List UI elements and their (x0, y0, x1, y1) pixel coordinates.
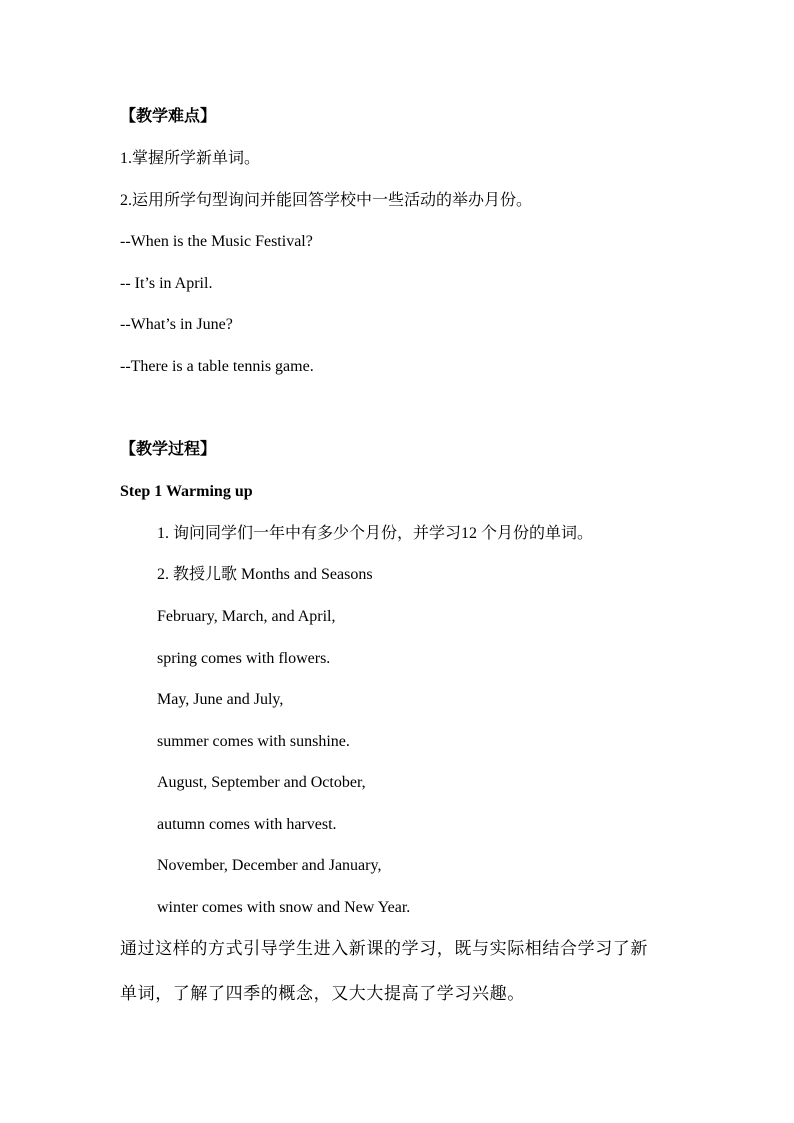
step1-item: 1. 询问同学们一年中有多少个月份，并学习12 个月份的单词。 (157, 525, 594, 542)
step1-title: Step 1 Warming up (120, 483, 253, 500)
summary-paragraph-line: 通过这样的方式引导学生进入新课的学习，既与实际相结合学习了新 (120, 939, 648, 958)
song-line: February, March, and April, (157, 608, 336, 625)
difficulty-item: 1.掌握所学新单词。 (120, 150, 261, 167)
song-line: spring comes with flowers. (157, 650, 331, 667)
song-line: November, December and January, (157, 857, 382, 874)
difficulty-item: 2.运用所学句型询问并能回答学校中一些活动的举办月份。 (120, 192, 533, 209)
song-line: May, June and July, (157, 691, 284, 708)
song-line: August, September and October, (157, 774, 366, 791)
dialogue-line: -- It’s in April. (120, 275, 213, 292)
summary-paragraph-line: 单词，了解了四季的概念，又大大提高了学习兴趣。 (120, 984, 525, 1003)
dialogue-line: --There is a table tennis game. (120, 358, 314, 375)
song-line: winter comes with snow and New Year. (157, 899, 411, 916)
dialogue-line: --What’s in June? (120, 316, 233, 333)
song-line: summer comes with sunshine. (157, 733, 350, 750)
step1-item: 2. 教授儿歌 Months and Seasons (157, 566, 373, 583)
process-heading: 【教学过程】 (120, 441, 217, 458)
difficulty-heading: 【教学难点】 (120, 108, 217, 125)
song-line: autumn comes with harvest. (157, 816, 337, 833)
dialogue-line: --When is the Music Festival? (120, 233, 313, 250)
